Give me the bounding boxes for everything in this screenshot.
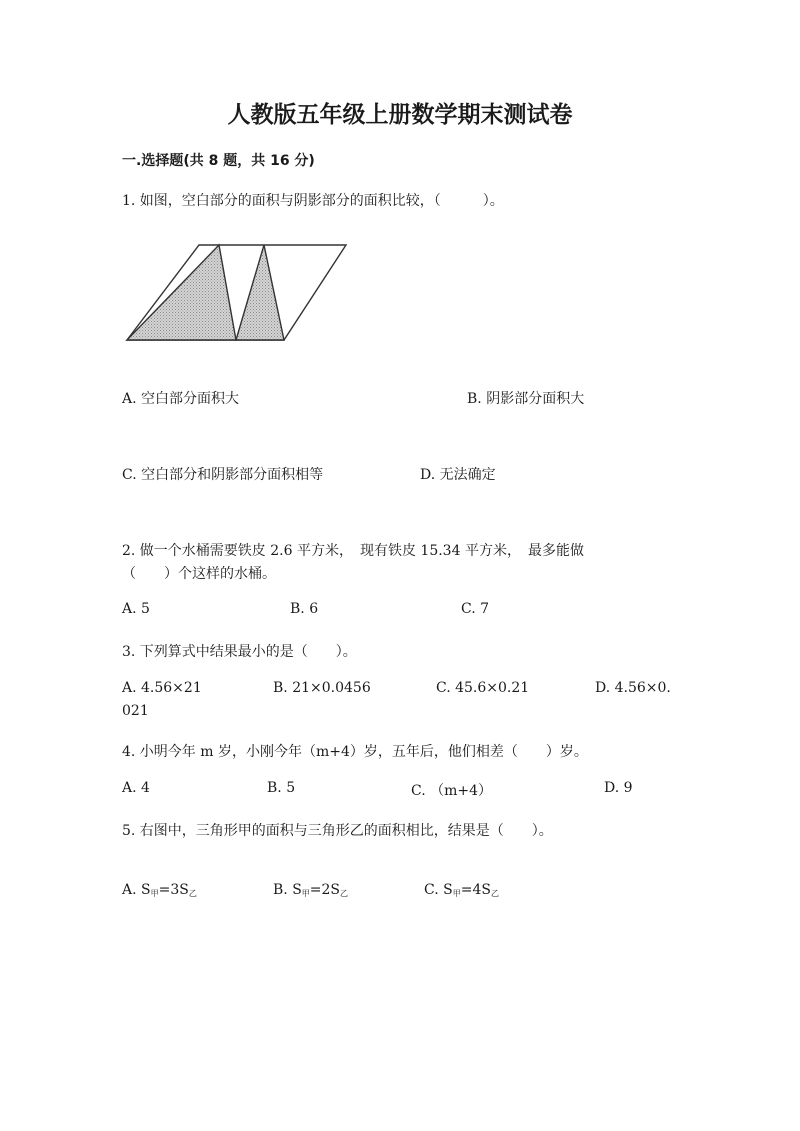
q2-option-b: B. 6 xyxy=(290,601,319,617)
q5-a-sub-yi: 乙 xyxy=(188,889,197,898)
q3-option-a: A. 4.56×21 xyxy=(122,680,202,696)
q4-option-d: D. 9 xyxy=(604,780,633,796)
q5-option-c xyxy=(424,882,499,899)
q5-a-sub-jia: 甲 xyxy=(150,889,159,898)
q5-b-sub-yi: 乙 xyxy=(340,889,349,898)
q3-option-c: C. 45.6×0.21 xyxy=(436,680,530,696)
q5-b-mid: =2S xyxy=(309,882,341,898)
q5-b-prefix: B. S xyxy=(273,882,302,898)
q3-option-b: B. 21×0.0456 xyxy=(273,680,371,696)
q2-stem-line2: （ ）个这样的水桶。 xyxy=(122,566,276,582)
q5-c-mid: =4S xyxy=(460,882,491,898)
q5-b-sub-jia: 甲 xyxy=(301,889,310,898)
q2-option-a: A. 5 xyxy=(122,601,150,617)
q4-option-a: A. 4 xyxy=(122,780,150,796)
q5-c-prefix: C. S xyxy=(424,882,453,898)
q5-option-a xyxy=(122,882,197,899)
q5-stem: 5. 右图中，三角形甲的面积与三角形乙的面积相比，结果是（ ）。 xyxy=(122,823,553,839)
q5-option-b xyxy=(273,882,348,899)
q5-c-sub-yi: 乙 xyxy=(490,889,499,898)
q1-stem: 1. 如图，空白部分的面积与阴影部分的面积比较，（ ）。 xyxy=(122,193,504,209)
q4-stem: 4. 小明今年 m 岁，小刚今年（m+4）岁，五年后，他们相差（ ）岁。 xyxy=(122,744,588,760)
shaded-triangle-right xyxy=(236,245,284,340)
q5-a-prefix: A. S xyxy=(122,882,151,898)
parallelogram-figure xyxy=(124,240,354,348)
q4-option-b: B. 5 xyxy=(267,780,296,796)
shaded-triangle-left xyxy=(127,245,236,340)
page-title: 人教版五年级上册数学期末测试卷 xyxy=(227,102,573,128)
q1-option-d: D. 无法确定 xyxy=(420,467,496,483)
q1-option-b: B. 阴影部分面积大 xyxy=(467,391,585,407)
q1-option-c: C. 空白部分和阴影部分面积相等 xyxy=(122,467,324,483)
q2-option-c: C. 7 xyxy=(461,601,490,617)
q4-option-c: C. （m+4） xyxy=(411,783,493,799)
q3-option-d: D. 4.56×0. xyxy=(595,680,671,696)
q5-a-mid: =3S xyxy=(158,882,189,898)
q5-c-sub-jia: 甲 xyxy=(452,889,461,898)
q3-stem: 3. 下列算式中结果最小的是（ ）。 xyxy=(122,644,357,660)
q3-option-d-continued: 021 xyxy=(122,703,149,719)
section-heading: 一.选择题(共 8 题，共 16 分) xyxy=(122,153,315,169)
q1-option-a: A. 空白部分面积大 xyxy=(122,391,240,407)
q2-stem-line1: 2. 做一个水桶需要铁皮 2.6 平方米， 现有铁皮 15.34 平方米， 最多能做 xyxy=(122,543,584,559)
